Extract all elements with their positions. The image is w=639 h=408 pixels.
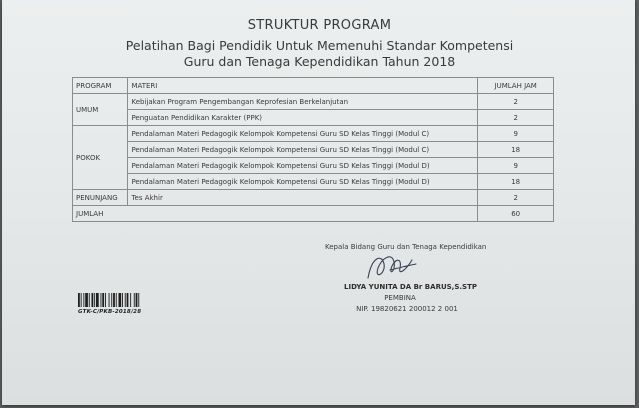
materi-cell: Tes Akhir	[128, 190, 478, 206]
materi-cell: Penguatan Pendidikan Karakter (PPK)	[128, 110, 478, 126]
table-row	[73, 110, 554, 126]
barcode-icon	[78, 293, 158, 307]
signatory-nip: NIP. 19820621 200012 2 001	[356, 305, 458, 313]
table-row	[73, 142, 554, 158]
materi-cell: Kebijakan Program Pengembangan Keprofesian Berkelanjutan	[128, 94, 478, 110]
total-value: 60	[478, 206, 554, 222]
table-total-row	[73, 206, 554, 222]
table-row	[73, 126, 554, 142]
jam-cell: 9	[478, 158, 554, 174]
materi-cell: Pendalaman Materi Pedagogik Kelompok Kompetensi Guru SD Kelas Tinggi (Modul C)	[128, 126, 478, 142]
program-cell-umum: UMUM	[73, 94, 128, 126]
program-structure-table	[72, 77, 554, 222]
handwritten-signature-icon	[362, 250, 422, 284]
program-cell-pokok: POKOK	[73, 126, 128, 190]
table-row	[73, 94, 554, 110]
signatory-rank: PEMBINA	[384, 294, 416, 302]
jam-cell: 9	[478, 126, 554, 142]
jam-cell: 2	[478, 94, 554, 110]
table-row	[73, 190, 554, 206]
table-row	[73, 158, 554, 174]
header-program: PROGRAM	[73, 78, 128, 94]
header-jam: JUMLAH JAM	[478, 78, 554, 94]
jam-cell: 18	[478, 142, 554, 158]
header-materi: MATERI	[128, 78, 478, 94]
materi-cell: Pendalaman Materi Pedagogik Kelompok Kompetensi Guru SD Kelas Tinggi (Modul C)	[128, 142, 478, 158]
document-title: STRUKTUR PROGRAM	[247, 18, 392, 33]
table-row	[73, 174, 554, 190]
program-cell-penunjang: PENUNJANG	[73, 190, 128, 206]
signatory-position: Kepala Bidang Guru dan Tenaga Kependidikan	[325, 243, 487, 251]
materi-cell: Pendalaman Materi Pedagogik Kelompok Kompetensi Guru SD Kelas Tinggi (Modul D)	[128, 158, 478, 174]
total-label: JUMLAH	[73, 206, 478, 222]
table-header-row	[73, 78, 554, 94]
document-subtitle-line1: Pelatihan Bagi Pendidik Untuk Memenuhi Standar Kompetensi	[125, 38, 514, 53]
materi-cell: Pendalaman Materi Pedagogik Kelompok Kompetensi Guru SD Kelas Tinggi (Modul D)	[128, 174, 478, 190]
barcode-code: GTK-C/PKB-2018/28	[78, 309, 142, 315]
document-subtitle-line2: Guru dan Tenaga Kependidikan Tahun 2018	[183, 54, 456, 69]
jam-cell: 2	[478, 190, 554, 206]
signatory-name: LIDYA YUNITA DA Br BARUS,S.STP	[344, 283, 477, 291]
jam-cell: 2	[478, 110, 554, 126]
jam-cell: 18	[478, 174, 554, 190]
